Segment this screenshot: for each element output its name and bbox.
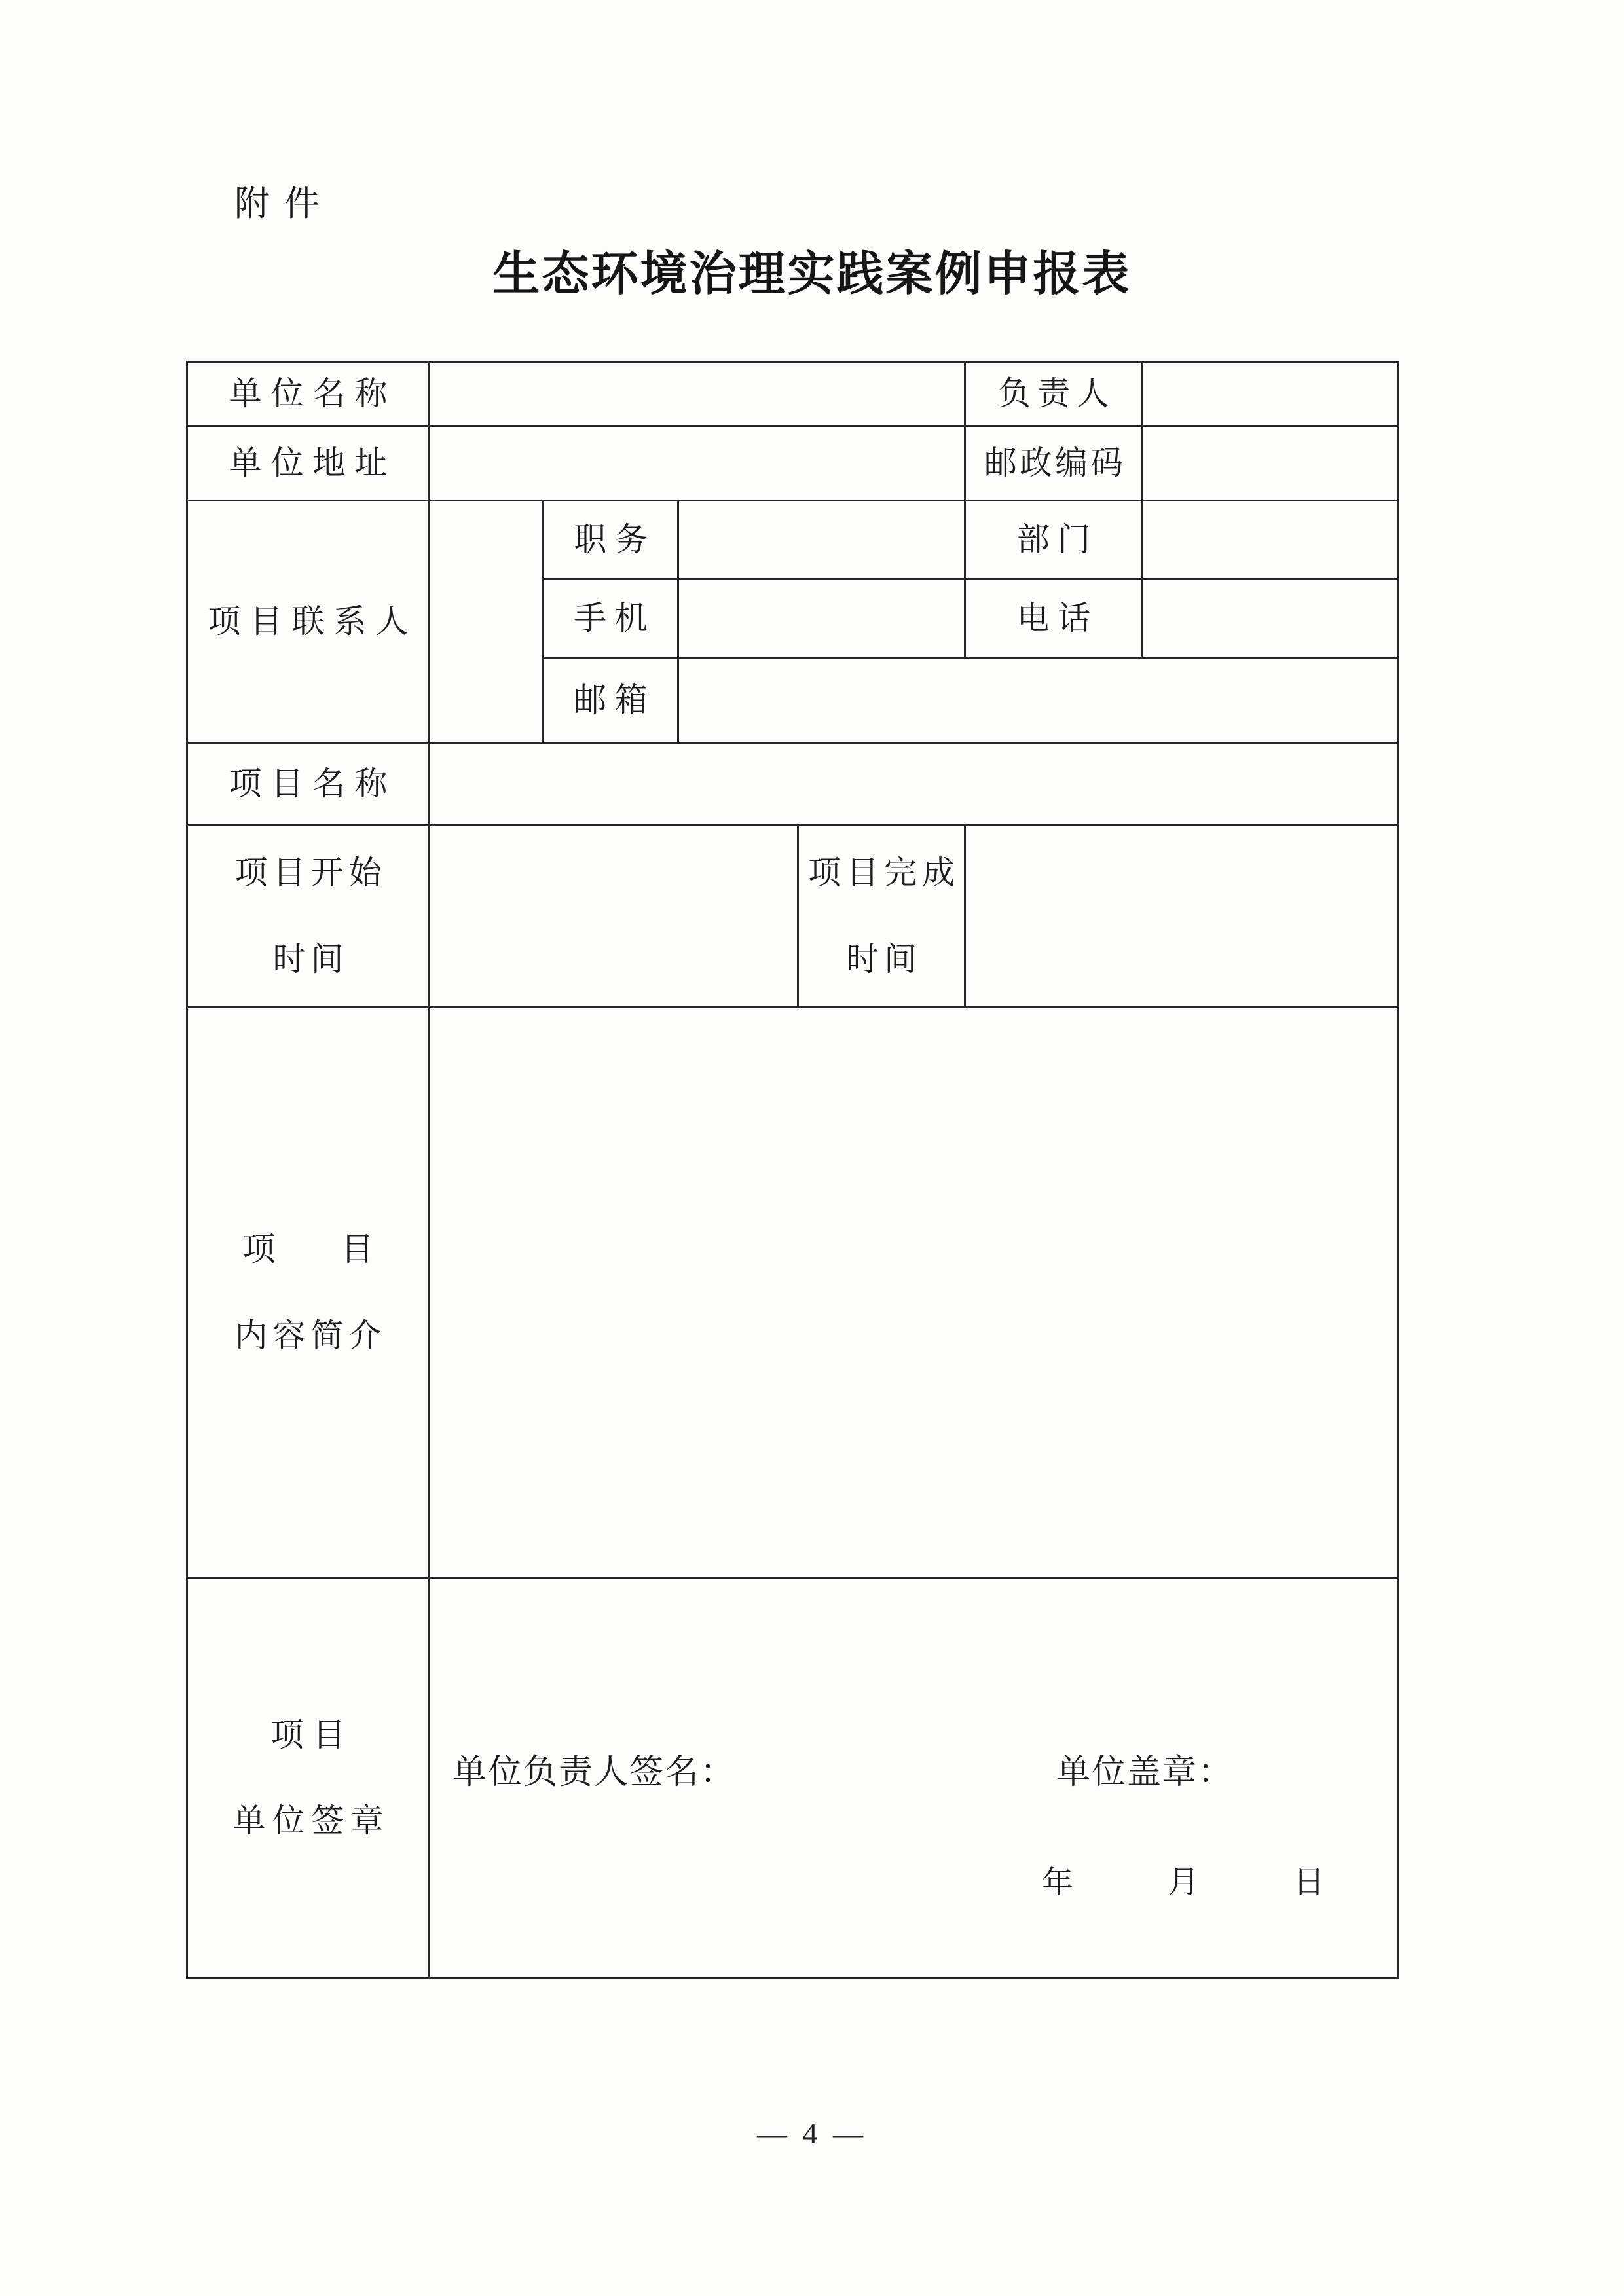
finish-time-label-line2: 时间	[846, 940, 922, 977]
seal-content-cell	[430, 1579, 1397, 1977]
seal-label-line2: 单位签章	[232, 1802, 390, 1839]
mobile-value-cell	[679, 580, 966, 659]
department-label-cell	[966, 501, 1143, 580]
form-title: 生态环境治理实践案例申报表	[492, 248, 1132, 301]
responsible-label-cell	[966, 363, 1143, 427]
position-label-cell	[544, 501, 679, 580]
address-label-cell	[188, 427, 430, 501]
project-name-label-cell	[188, 744, 430, 826]
telephone-label: 电 话	[1016, 599, 1091, 636]
project-name-value-cell	[430, 744, 1397, 826]
mobile-label: 手 机	[574, 599, 648, 636]
seal-label-cell	[188, 1579, 430, 1977]
mobile-label-cell	[544, 580, 679, 659]
start-time-label-line2: 时间	[272, 940, 349, 977]
summary-value-cell	[430, 1008, 1397, 1579]
unit-name-value-cell	[430, 363, 966, 427]
summary-label-line2: 内容简介	[234, 1317, 387, 1354]
postcode-label-cell	[966, 427, 1143, 501]
telephone-value-cell	[1143, 580, 1397, 659]
finish-time-label-line1: 项目完成	[808, 854, 960, 891]
date-placeholder-label: 年 月 日	[1042, 1865, 1325, 1900]
department-label: 部 门	[1016, 520, 1091, 558]
postcode-label: 邮政编码	[984, 444, 1126, 481]
start-time-label-cell	[188, 826, 430, 1008]
contact-label-cell	[188, 501, 430, 744]
summary-label-line1: 项 目	[242, 1231, 374, 1267]
start-time-label-line1: 项目开始	[234, 854, 387, 891]
position-label: 职 务	[574, 520, 648, 558]
finish-time-label-cell	[799, 826, 966, 1008]
email-label: 邮 箱	[574, 681, 648, 718]
address-value-cell	[430, 427, 966, 501]
page-number: — 4 —	[757, 2117, 867, 2150]
postcode-value-cell	[1143, 427, 1397, 501]
start-time-value-cell	[430, 826, 799, 1008]
seal-label-line1: 项目	[270, 1716, 355, 1753]
telephone-label-cell	[966, 580, 1143, 659]
responsible-signature-label: 单位负责人签名：	[452, 1754, 736, 1791]
responsible-value-cell	[1143, 363, 1397, 427]
application-form-table	[186, 361, 1399, 1979]
email-value-cell	[679, 659, 1397, 744]
email-label-cell	[544, 659, 679, 744]
department-value-cell	[1143, 501, 1397, 580]
position-value-cell	[679, 501, 966, 580]
unit-stamp-label: 单位盖章：	[1056, 1754, 1234, 1791]
unit-name-label-cell	[188, 363, 430, 427]
unit-name-label: 单位名称	[229, 374, 397, 412]
address-label: 单位地址	[229, 444, 397, 481]
contact-name-value-cell	[430, 501, 544, 744]
responsible-label: 负责人	[998, 374, 1116, 412]
project-name-label: 项目名称	[229, 765, 397, 802]
summary-label-cell	[188, 1008, 430, 1579]
finish-time-value-cell	[966, 826, 1397, 1008]
attachment-label: 附件	[234, 184, 334, 223]
contact-label: 项目联系人	[208, 602, 418, 640]
